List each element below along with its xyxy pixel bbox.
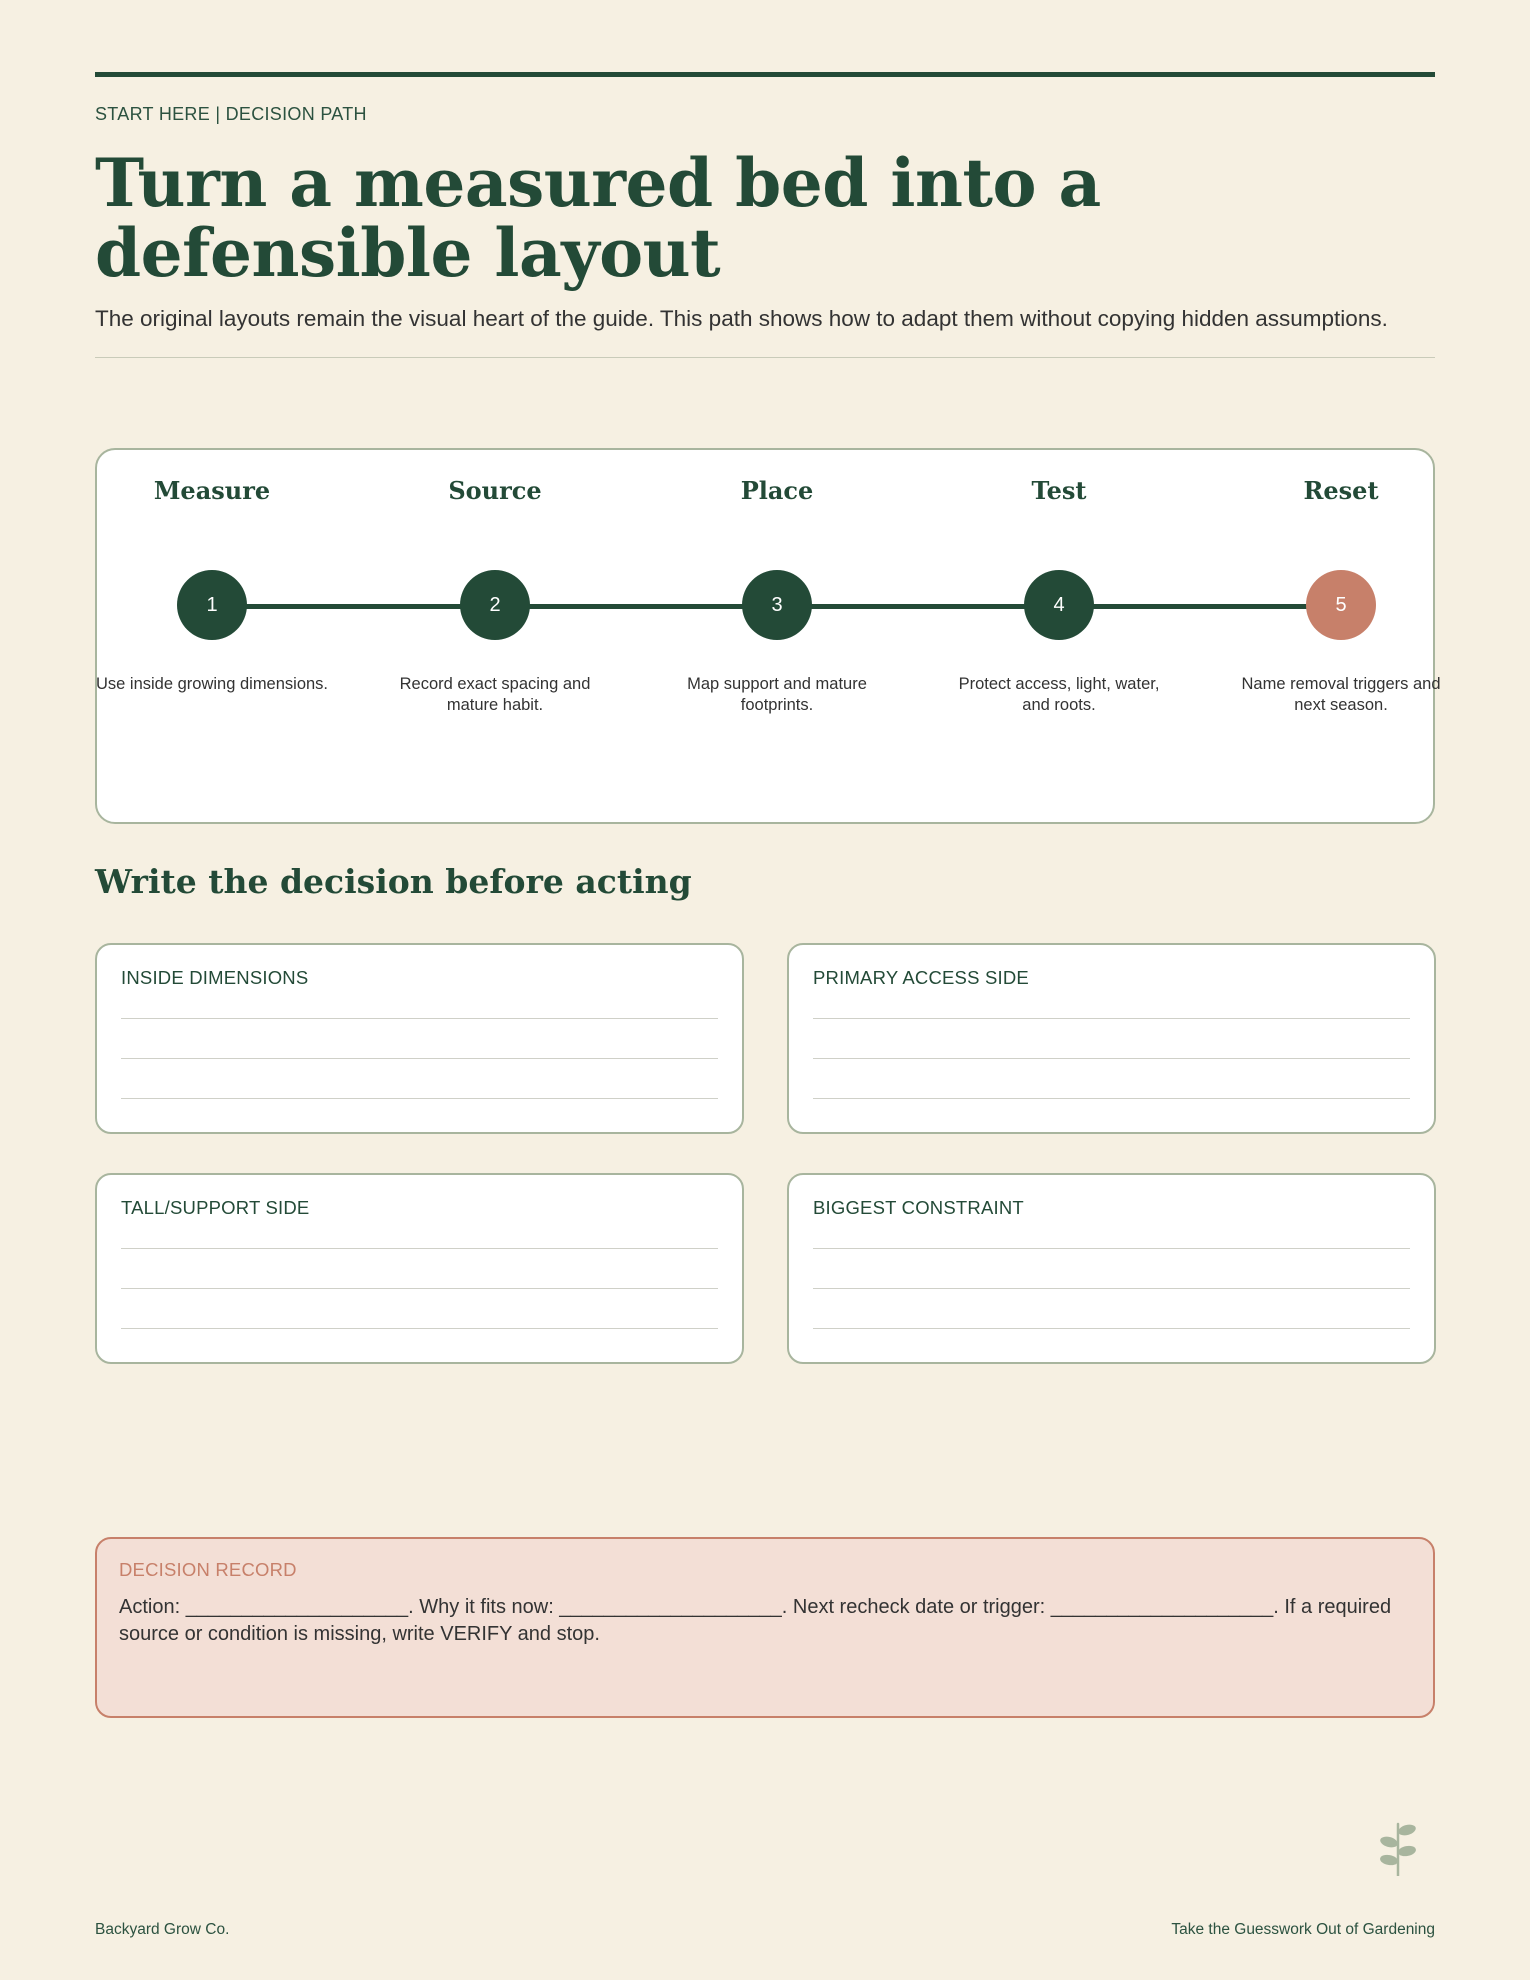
step-title: Source <box>448 476 542 505</box>
step-number-badge: 4 <box>1024 570 1094 640</box>
writing-line <box>121 1058 718 1059</box>
step-description: Record exact spacing and mature habit. <box>399 675 591 714</box>
sprout-icon <box>1374 1820 1422 1876</box>
field-label: INSIDE DIMENSIONS <box>121 967 309 988</box>
step-title: Reset <box>1303 476 1379 505</box>
field-tall-support-side[interactable] <box>95 1173 744 1364</box>
footer-tagline: Take the Guesswork Out of Gardening <box>1171 1921 1435 1938</box>
step-number-badge: 2 <box>460 570 530 640</box>
step-number-badge: 1 <box>177 570 247 640</box>
writing-line <box>813 1098 1410 1099</box>
step-description: Map support and mature footprints. <box>687 675 867 714</box>
step-number-badge: 3 <box>742 570 812 640</box>
decision-record-text: Action: ____________________. Why it fits now: ____________________. Next recheck date or trigger: ____________________. If a required source or condition is missing, write VERIFY and stop. <box>119 1596 1392 1645</box>
step-description: Name removal triggers and next season. <box>1241 675 1441 714</box>
writing-line <box>121 1018 718 1019</box>
writing-line <box>813 1288 1410 1289</box>
writing-line <box>121 1328 718 1329</box>
field-label: TALL/SUPPORT SIDE <box>121 1197 310 1218</box>
decision-record-label: DECISION RECORD <box>119 1559 297 1580</box>
step-title: Measure <box>153 476 271 505</box>
step-number-badge: 5 <box>1306 570 1376 640</box>
writing-line <box>121 1288 718 1289</box>
step-title: Test <box>1031 476 1087 505</box>
path-step-reset <box>1226 450 1456 822</box>
field-biggest-constraint[interactable] <box>787 1173 1436 1364</box>
field-label: BIGGEST CONSTRAINT <box>813 1197 1024 1218</box>
path-step-measure <box>97 450 327 822</box>
writing-line <box>813 1058 1410 1059</box>
writing-line <box>813 1328 1410 1329</box>
field-inside-dimensions[interactable] <box>95 943 744 1134</box>
decision-record-box[interactable] <box>95 1537 1435 1718</box>
writing-line <box>121 1098 718 1099</box>
path-step-place <box>662 450 892 822</box>
step-title: Place <box>740 476 814 505</box>
top-rule <box>95 72 1435 77</box>
step-description: Use inside growing dimensions. <box>95 675 329 693</box>
field-primary-access-side[interactable] <box>787 943 1436 1134</box>
writing-line <box>813 1018 1410 1019</box>
footer-brand: Backyard Grow Co. <box>95 1921 230 1938</box>
page-subtitle: The original layouts remain the visual heart of the guide. This path shows how to adapt them without copying hidden assumptions. <box>95 306 1388 331</box>
section-title: Write the decision before acting <box>95 862 692 901</box>
field-label: PRIMARY ACCESS SIDE <box>813 967 1029 988</box>
writing-line <box>813 1248 1410 1249</box>
decision-path-card <box>95 448 1441 824</box>
step-description: Protect access, light, water, and roots. <box>958 675 1160 714</box>
path-step-test <box>944 450 1174 822</box>
page-title: Turn a measured bed into a defensible layout <box>95 144 1101 292</box>
writing-line <box>121 1248 718 1249</box>
path-step-source <box>380 450 610 822</box>
header-divider <box>95 357 1435 358</box>
eyebrow: START HERE | DECISION PATH <box>95 104 367 124</box>
